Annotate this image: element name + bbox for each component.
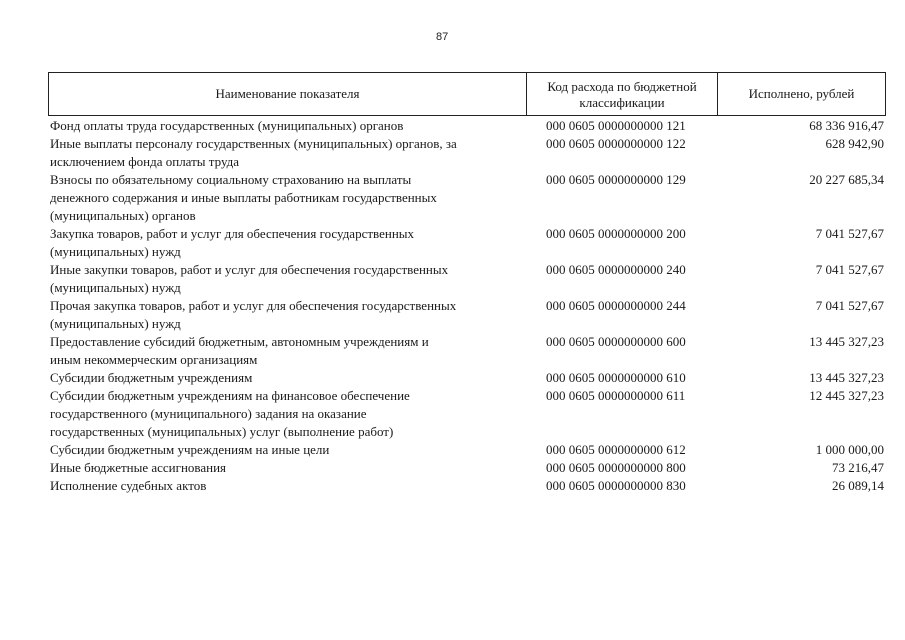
column-header-name: Наименование показателя [49, 73, 527, 115]
row-value-cell: 1 000 000,00 [815, 442, 884, 457]
table-row [48, 117, 886, 135]
page-number: 87 [436, 31, 449, 43]
row-code-cell: 000 0605 0000000000 122 [546, 136, 686, 151]
column-header-code: Код расхода по бюджетной классификации [527, 73, 718, 115]
row-value-cell: 26 089,14 [832, 478, 884, 493]
row-value-cell: 13 445 327,23 [809, 370, 884, 385]
column-header-executed: Исполнено, рублей [748, 86, 855, 101]
row-code-cell: 000 0605 0000000000 129 [546, 172, 686, 187]
row-code-cell: 000 0605 0000000000 830 [546, 478, 686, 493]
row-value-cell: 73 216,47 [832, 460, 884, 475]
table-row [48, 333, 886, 369]
table-row [48, 369, 886, 387]
row-name-cell: Иные выплаты персоналу государственных (муниципальных) органов, за исключением фонда оплаты труда [50, 136, 457, 169]
row-name-cell: Фонд оплаты труда государственных (муниципальных) органов [50, 118, 404, 133]
row-value-cell: 7 041 527,67 [815, 298, 884, 313]
row-value-cell: 13 445 327,23 [809, 334, 884, 349]
row-code-cell: 000 0605 0000000000 611 [546, 388, 686, 403]
row-name-cell: Закупка товаров, работ и услуг для обеспечения государственных (муниципальных) нужд [50, 226, 415, 259]
table-row [48, 225, 886, 261]
row-name-cell: Иные закупки товаров, работ и услуг для обеспечения государственных (муниципальных) нужд [50, 262, 449, 295]
row-value-cell: 68 336 916,47 [809, 118, 884, 133]
table-row [48, 387, 886, 441]
row-code-cell: 000 0605 0000000000 610 [546, 370, 686, 385]
row-code-cell: 000 0605 0000000000 121 [546, 118, 686, 133]
row-name-cell: Прочая закупка товаров, работ и услуг для обеспечения государственных (муниципальных) нужд [50, 298, 457, 331]
row-name-cell: Исполнение судебных актов [50, 478, 207, 493]
row-name-cell: Субсидии бюджетным учреждениям [50, 370, 253, 385]
row-code-cell: 000 0605 0000000000 600 [546, 334, 686, 349]
table-row [48, 477, 886, 495]
table-row [48, 441, 886, 459]
row-name-cell: Взносы по обязательному социальному страхованию на выплаты денежного содержания и иные выплаты работникам государственных (муниципальных) органов [50, 172, 437, 223]
row-value-cell: 628 942,90 [825, 136, 884, 151]
table-row [48, 171, 886, 225]
table-row [48, 297, 886, 333]
row-name-cell: Иные бюджетные ассигнования [50, 460, 227, 475]
row-value-cell: 7 041 527,67 [815, 226, 884, 241]
row-code-cell: 000 0605 0000000000 200 [546, 226, 686, 241]
row-value-cell: 12 445 327,23 [809, 388, 884, 403]
row-name-cell: Субсидии бюджетным учреждениям на иные цели [50, 442, 330, 457]
row-name-cell: Субсидии бюджетным учреждениям на финансовое обеспечение государственного (муниципального) задания на оказание государственных (муниципальных) услуг (выполнение работ) [50, 388, 410, 439]
table-header [48, 72, 886, 116]
table-row [48, 135, 886, 171]
row-code-cell: 000 0605 0000000000 612 [546, 442, 686, 457]
row-code-cell: 000 0605 0000000000 244 [546, 298, 686, 313]
row-value-cell: 20 227 685,34 [809, 172, 884, 187]
row-name-cell: Предоставление субсидий бюджетным, автономным учреждениям и иным некоммерческим организациям [50, 334, 429, 367]
table-row [48, 459, 886, 477]
table-row [48, 261, 886, 297]
table-body [48, 117, 886, 495]
row-value-cell: 7 041 527,67 [815, 262, 884, 277]
row-code-cell: 000 0605 0000000000 800 [546, 460, 686, 475]
row-code-cell: 000 0605 0000000000 240 [546, 262, 686, 277]
